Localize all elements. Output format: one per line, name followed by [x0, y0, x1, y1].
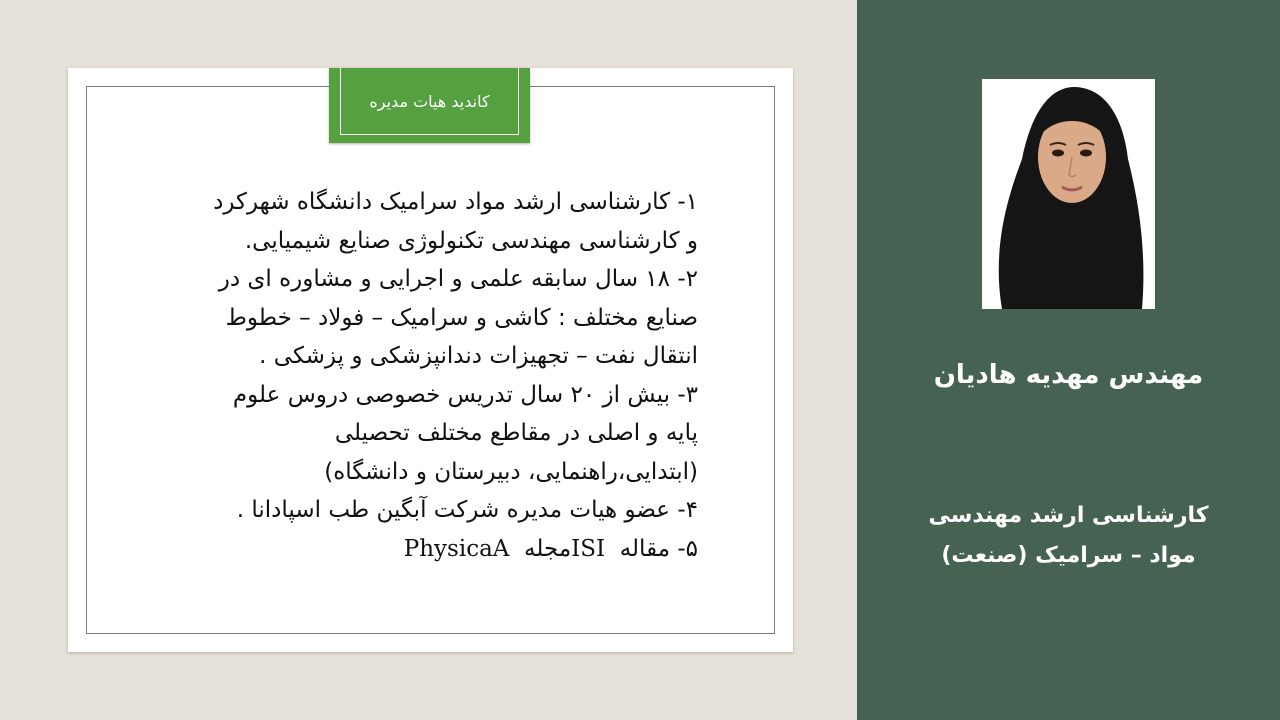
journal-name: PhysicaA [403, 535, 510, 562]
isi-label: ISI [571, 535, 606, 562]
profile-name: مهندس مهدیه هادیان [933, 360, 1204, 390]
info-card [68, 68, 793, 652]
body-line-2: و کارشناسی مهندسی تکنولوژی صنایع شیمیایی. [244, 227, 698, 254]
card-tag [329, 68, 530, 143]
body-line-6: ۳- بیش از ۲۰ سال تدریس خصوصی دروس علوم [232, 381, 698, 408]
body-line-4: صنایع مختلف : کاشی و سرامیک – فولاد – خطوط [225, 304, 698, 331]
degree-line-2: مواد – سرامیک (صنعت) [941, 543, 1196, 568]
degree-line-1: کارشناسی ارشد مهندسی [928, 503, 1209, 528]
body-line-8: (ابتدایی،راهنمایی، دبیرستان و دانشگاه) [324, 458, 698, 485]
profile-panel [857, 0, 1280, 720]
body-line-7: پایه و اصلی در مقاطع مختلف تحصیلی [334, 420, 698, 446]
article-prefix: ۵- مقاله [619, 535, 698, 562]
body-line-3: ۲- ۱۸ سال سابقه علمی و اجرایی و مشاوره ای در [218, 266, 698, 292]
card-tag-label: کاندید هیات مدیره [340, 68, 519, 135]
profile-photo [982, 79, 1155, 309]
body-line-10 [143, 530, 698, 569]
journal-word: مجله [524, 535, 572, 562]
body-line-1: ۱- کارشناسی ارشد مواد سرامیک دانشگاه شهرکرد [213, 189, 698, 215]
portrait-image [982, 79, 1155, 309]
body-line-9: ۴- عضو هیات مدیره شرکت آبگین طب اسپادانا . [236, 497, 698, 523]
body-line-5: انتقال نفت – تجهیزات دندانپزشکی و پزشکی . [259, 343, 698, 369]
card-body [143, 183, 698, 568]
profile-degree [897, 496, 1240, 576]
